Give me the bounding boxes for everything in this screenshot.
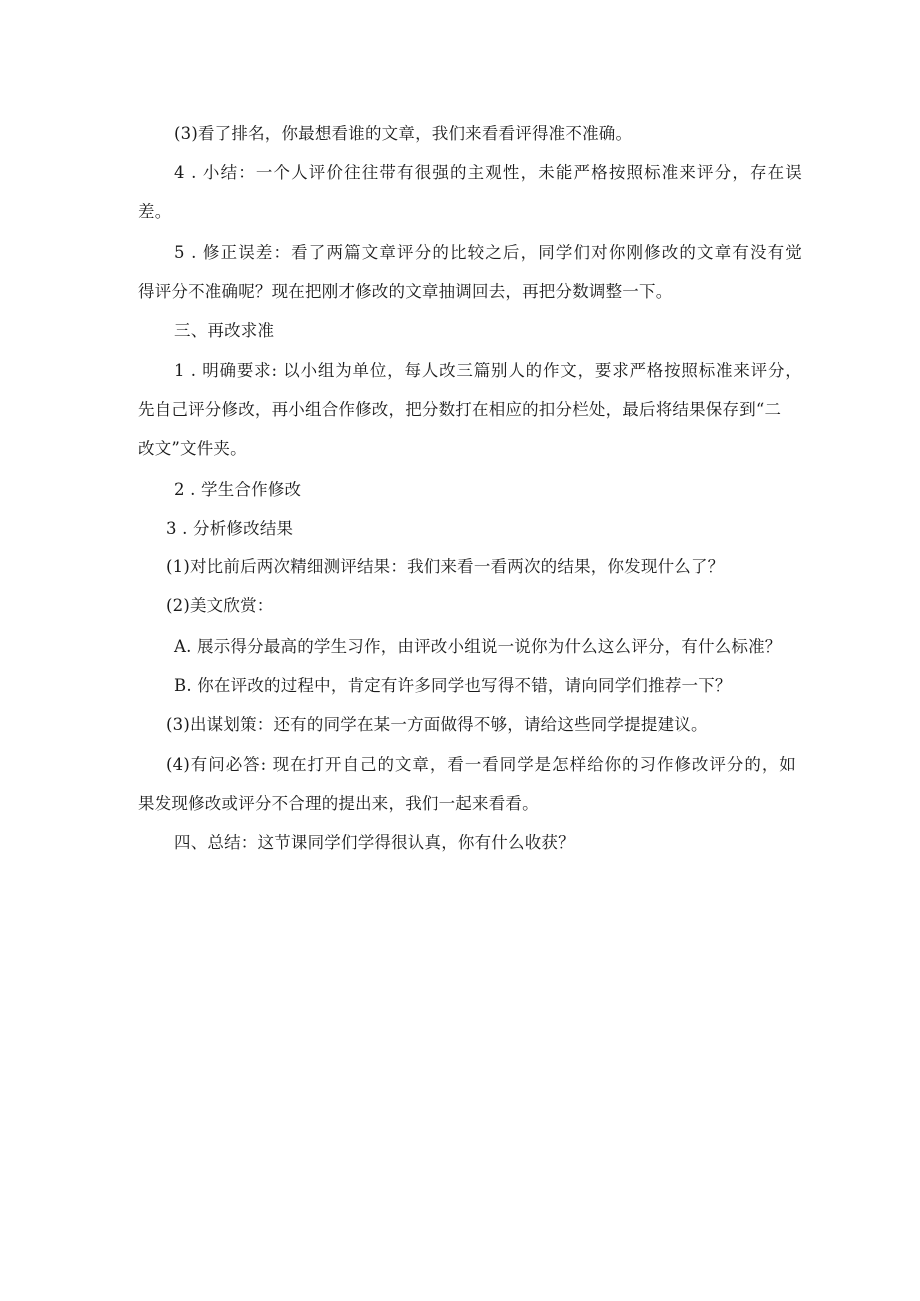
- section-heading: 四、总结：这节课同学们学得很认真，你有什么收获？: [174, 833, 575, 852]
- paragraph-line: 2 . 学生合作修改: [174, 480, 302, 499]
- paragraph-line: (1)对比前后两次精细测评结果：我们来看一看两次的结果，你发现什么了？: [166, 557, 725, 576]
- paragraph-line: 5 . 修正误差：看了两篇文章评分的比较之后，同学们对你刚修改的文章有没有觉: [174, 243, 802, 262]
- paragraph-line: 3 . 分析修改结果: [166, 519, 294, 538]
- paragraph-line: A. 展示得分最高的学生习作，由评改小组说一说你为什么这么评分，有什么标准？: [174, 637, 782, 656]
- paragraph-line: 改文”文件夹。: [138, 439, 247, 458]
- paragraph-line: (3)出谋划策：还有的同学在某一方面做得不够，请给这些同学提提建议。: [166, 715, 708, 734]
- section-heading: 三、再改求准: [174, 321, 275, 340]
- paragraph-line: 差。: [138, 202, 172, 221]
- paragraph-line: 果发现修改或评分不合理的提出来，我们一起来看看。: [138, 794, 539, 813]
- paragraph-line: (3)看了排名，你最想看谁的文章，我们来看看评得准不准确。: [174, 124, 633, 143]
- paragraph-line: 得评分不准确呢？现在把刚才修改的文章抽调回去，再把分数调整一下。: [138, 282, 673, 301]
- paragraph-line: (2)美文欣赏：: [166, 596, 274, 615]
- paragraph-line: B. 你在评改的过程中，肯定有许多同学也写得不错，请向同学们推荐一下？: [174, 676, 732, 695]
- paragraph-line: 1 . 明确要求: 以小组为单位，每人改三篇别人的作文，要求严格按照标准来评分，: [174, 361, 802, 380]
- paragraph-line: 先自己评分修改，再小组合作修改，把分数打在相应的扣分栏处，最后将结果保存到“二: [138, 400, 782, 419]
- paragraph-line: 4 . 小结：一个人评价往往带有很强的主观性，未能严格按照标准来评分，存在误: [174, 163, 802, 182]
- paragraph-line: (4)有问必答: 现在打开自己的文章，看一看同学是怎样给你的习作修改评分的，如: [166, 755, 796, 774]
